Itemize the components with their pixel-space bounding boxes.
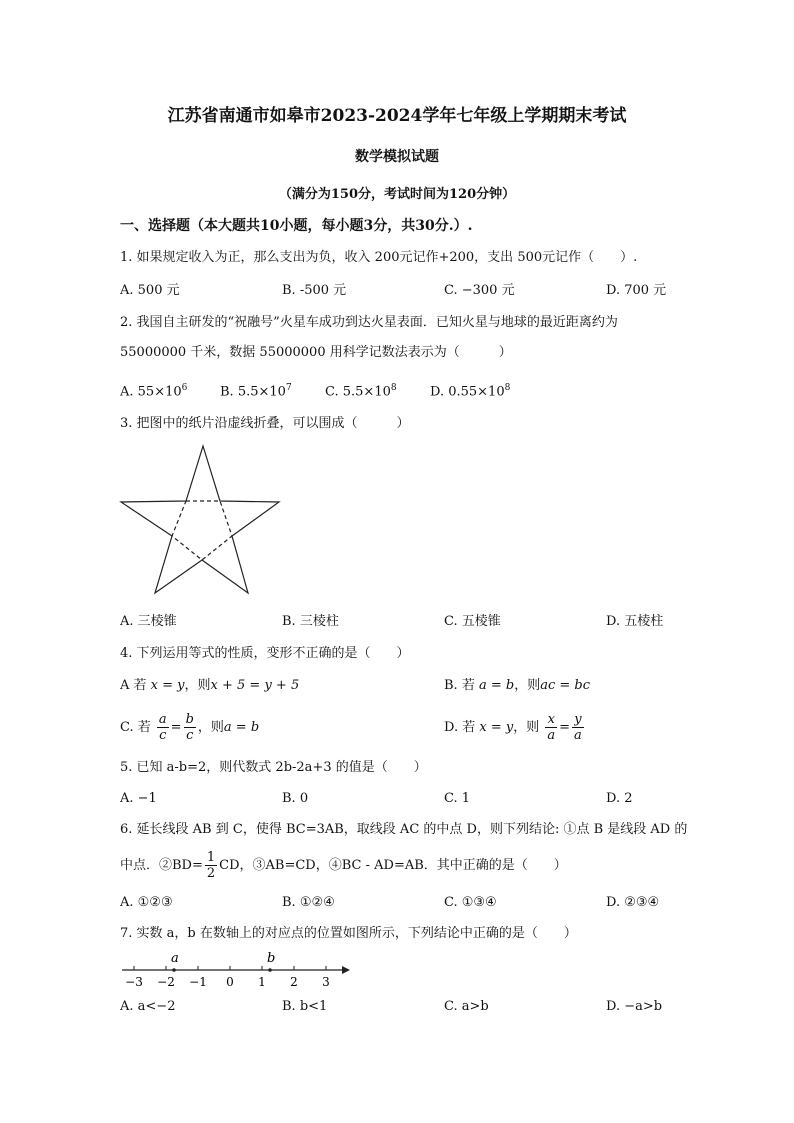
- q2-option-a: A. $55\times 10^6$: [120, 383, 188, 400]
- exam-title: 江苏省南通市如皋市2023-2024学年七年级上学期期末考试: [167, 106, 627, 126]
- number-line-figure: [118, 950, 358, 992]
- q2-stem-line2: 55000000 千米，数据 55000000 用科学记数法表示为（ ）: [120, 345, 512, 360]
- q7-stem: 7. 实数 a，b 在数轴上的对应点的位置如图所示，下列结论中正确的是（ ）: [120, 926, 577, 941]
- q3-option-a: A. 三棱锥: [120, 614, 177, 629]
- q5-option-b: B. 0: [282, 791, 309, 806]
- point-a-dot: [172, 968, 176, 972]
- q5-stem: 5. 已知 a-b=2，则代数式 2b-2a+3 的值是（ ）: [120, 760, 427, 775]
- q4-stem: 4. 下列运用等式的性质，变形不正确的是（ ）: [120, 646, 410, 661]
- q7-option-c: C. a>b: [444, 999, 489, 1014]
- section-heading: 一、选择题（本大题共10小题，每小题3分，共30分.）.: [120, 218, 473, 234]
- q4-option-b: B. 若 a = b，则ac = bc: [444, 678, 591, 693]
- star-net-figure: [115, 440, 285, 600]
- point-a-label: a: [171, 951, 179, 966]
- q7-option-b: B. b<1: [282, 999, 328, 1014]
- q5-option-d: D. 2: [606, 791, 633, 806]
- q1-option-a: A. 500 元: [120, 283, 180, 298]
- q5-option-a: A. −1: [120, 791, 157, 806]
- q1-option-b: B. -500 元: [282, 283, 347, 298]
- q7-option-a: A. a<−2: [120, 999, 176, 1014]
- number-line-tick-label: 1: [258, 975, 266, 989]
- q4-option-d: D. 若 x = y，则 $\frac{x}{a}$ = $\frac{y}{a}$: [444, 712, 582, 743]
- q3-option-d: D. 五棱柱: [606, 614, 664, 629]
- number-line-tick-label: −1: [189, 975, 207, 989]
- q2-option-d: D. $0.55\times 10^8$: [430, 383, 511, 400]
- q1-option-d: D. 700 元: [606, 283, 667, 298]
- exam-note: （满分为150分，考试时间为120分钟）: [278, 187, 516, 202]
- star-outline: [121, 446, 279, 593]
- q6-option-b: B. ①②④: [282, 895, 335, 910]
- q1-stem: 1. 如果规定收入为正，那么支出为负，收入 200元记作+200，支出 500元记作（ ）.: [120, 250, 638, 265]
- q2-option-c: C. $5.5\times 10^8$: [325, 383, 397, 400]
- fold-lines: [172, 501, 232, 560]
- number-line-arrow: [342, 966, 350, 974]
- q7-option-d: D. −a>b: [606, 999, 663, 1014]
- q3-option-b: B. 三棱柱: [282, 614, 339, 629]
- q4-option-c: C. 若 $\frac{a}{c}$ = $\frac{b}{c}$ ，则a = b: [120, 712, 260, 743]
- number-line-tick-label: 0: [226, 975, 234, 989]
- number-line-tick-label: 3: [322, 975, 330, 989]
- q2-stem-line1: 2. 我国自主研发的“祝融号”火星车成功到达火星表面．已知火星与地球的最近距离约为: [120, 315, 618, 330]
- q6-option-c: C. ①③④: [444, 895, 497, 910]
- exam-subtitle: 数学模拟试题: [355, 149, 439, 165]
- q4-option-a: A 若 x = y，则x + 5 = y + 5: [120, 678, 300, 693]
- q5-option-c: C. 1: [444, 791, 471, 806]
- number-line-tick-label: −3: [125, 975, 143, 989]
- q3-option-c: C. 五棱锥: [444, 614, 501, 629]
- q6-option-d: D. ②③④: [606, 895, 660, 910]
- q2-option-b: B. $5.5\times 10^7$: [220, 383, 292, 400]
- point-b-label: b: [267, 951, 276, 966]
- point-b-dot: [268, 968, 272, 972]
- q1-option-c: C. −300 元: [444, 283, 515, 298]
- number-line-tick-label: −2: [157, 975, 175, 989]
- q6-option-a: A. ①②③: [120, 895, 173, 910]
- number-line-tick-label: 2: [290, 975, 298, 989]
- q3-stem: 3. 把图中的纸片沿虚线折叠，可以围成（ ）: [120, 416, 410, 431]
- q6-stem-line1: 6. 延长线段 AB 到 C，使得 BC=3AB，取线段 AC 的中点 D，则下列结论: ①点 B 是线段 AD 的: [120, 822, 688, 837]
- q6-stem-line2: 中点．②BD= $\frac{1}{2}$ CD，③AB=CD，④BC - AD=AB．其中正确的是（ ）: [120, 850, 567, 881]
